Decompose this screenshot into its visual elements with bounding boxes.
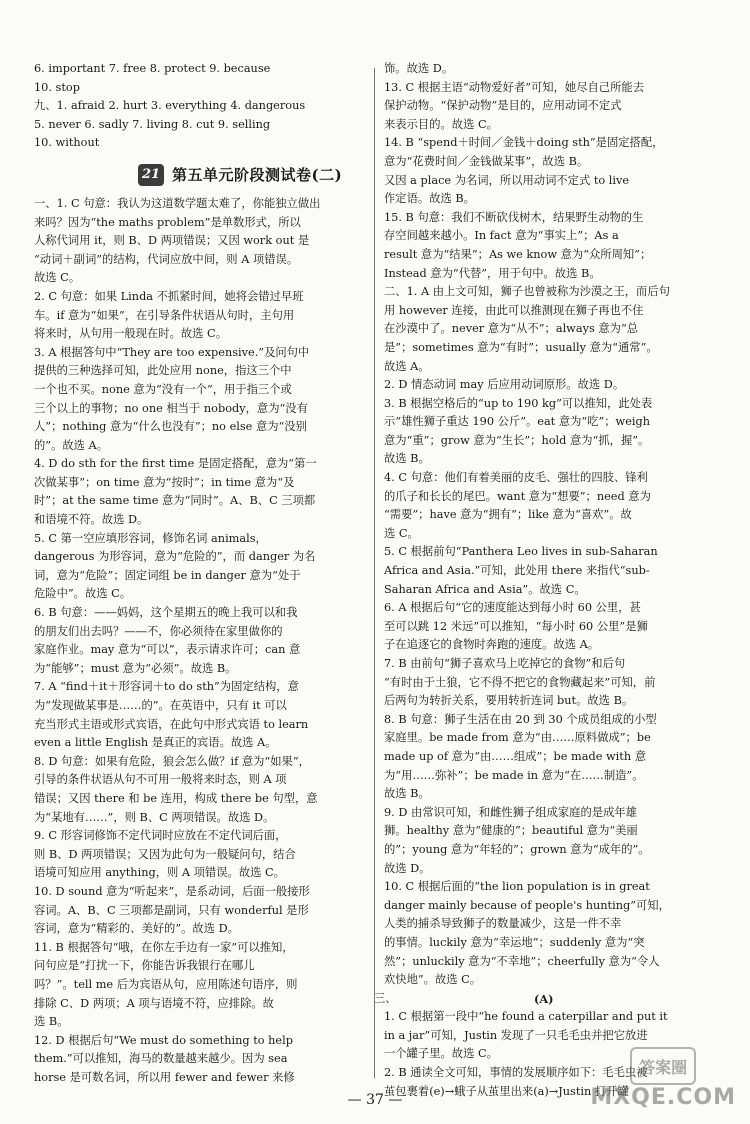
text-line: 1. C 根据第一段中“he found a caterpillar and put it	[384, 1010, 668, 1024]
right-column	[374, 60, 724, 1101]
text-line: 作定语。故选 B。	[384, 192, 475, 206]
watermark-logo-icon: 答案圈	[630, 1047, 696, 1085]
text-line: 来吗？因为“the maths problem”是单数形式，所以	[34, 215, 301, 229]
text-line: 的爪子和长长的尾巴。want 意为“想要”；need 意为	[384, 489, 651, 503]
text-line: 狮。healthy 意为“健康的”；beautiful 意为“美丽	[384, 824, 638, 838]
text-line: 容词，意为“精彩的、美好的”。故选 D。	[34, 922, 239, 936]
left-column	[34, 60, 369, 1087]
text-line: made up of 意为“由……组成”；be made with 意	[384, 749, 647, 763]
text-line: 三个以上的事物；no one 相当于 nobody，意为“没有	[34, 401, 308, 415]
text-line: 人”；nothing 意为“什么也没有”；no else 意为“没别	[34, 420, 307, 434]
text-line: 8. D 句意：如果有危险，狼会怎么做？if 意为“如果”，	[34, 754, 310, 768]
text-line: 用 however 连接，由此可以推测现在狮子再也不住	[384, 303, 644, 317]
text-line: 10. C 根据后面的“the lion population is in great	[384, 880, 650, 894]
text-line: 问句应是“打扰一下，你能告诉我银行在哪儿	[34, 959, 255, 973]
text-line: 一、1. C 句意：我认为这道数学题太难了，你能独立做出	[34, 196, 321, 210]
text-line: 家庭里。be made from 意为“由……原料做成”；be	[384, 731, 651, 745]
text-line: 10. without	[34, 136, 100, 150]
text-line: 为“能够”；must 意为“必须”。故选 B。	[34, 661, 237, 675]
text-line: 提供的三种选择可知，此处应用 none，指这三个中	[34, 364, 292, 378]
text-line: 15. B 句意：我们不断砍伐树木，结果野生动物的生	[384, 210, 644, 224]
text-line: danger mainly because of people's hunting”可知，	[384, 898, 670, 912]
text-line: 故选 D。	[384, 861, 431, 875]
text-line: horse 是可数名词，所以用 fewer and fewer 来修	[34, 1070, 295, 1084]
text-line: 子在追逐它的食物时奔跑的速度。故选 A。	[384, 638, 600, 652]
section-heading	[138, 161, 369, 189]
text-line: 的事情。luckily 意为“幸运地”；suddenly 意为“突	[384, 935, 645, 949]
text-line: 3. B 根据空格后的“up to 190 kg”可以推知，此处表	[384, 396, 653, 410]
part3-label: 三、	[374, 991, 397, 1005]
text-line: 的”。故选 A。	[34, 438, 109, 452]
text-line: 茧包裹着(e)→蛾子从茧里出来(a)→Justin 打开罐	[384, 1084, 629, 1098]
text-line: 7. B 由前句“狮子喜欢马上吃掉它的食物”和后句	[384, 657, 626, 670]
text-line: Instead 意为“代替”，用于句中。故选 B。	[384, 266, 601, 280]
text-line: “需要”；have 意为“拥有”；like 意为“喜欢”。故	[384, 508, 632, 522]
text-line: Saharan Africa and Asia”。故选 C。	[384, 582, 586, 596]
text-line: 又因 a place 为名词，所以用动词不定式 to live	[384, 173, 630, 187]
text-line: 二、1. A 由上文可知，狮子也曾被称为沙漠之王，而后句	[384, 285, 670, 299]
text-line: in a jar”可知，Justin 发现了一只毛毛虫并把它放进	[384, 1028, 648, 1042]
column-divider	[374, 68, 375, 1078]
text-line: 一个罐子里。故选 C。	[384, 1047, 498, 1061]
text-line: 人称代词用 it，则 B、D 两项错误；又因 work out 是	[34, 234, 310, 248]
watermark-site-text: MXQE.COM	[590, 1085, 736, 1110]
text-line: 12. D 根据后句“We must do something to help	[34, 1033, 293, 1047]
left-top-answers	[34, 60, 369, 153]
text-line: 5. C 第一空应填形容词，修饰名词 animals，	[34, 531, 267, 545]
text-line: 吗？”。tell me 后为宾语从句，应用陈述句语序，则	[34, 977, 298, 991]
text-line: 车。if 意为“如果”，在引导条件状语从句时，主句用	[34, 308, 295, 322]
text-line: 容词。A、B、C 三项都是副词，只有 wonderful 是形	[34, 903, 309, 917]
text-line: 意为“花费时间／金钱做某事”，故选 B。	[384, 154, 589, 168]
text-line: 10. D sound 意为“听起来”，是系动词，后面一般接形	[34, 884, 310, 898]
text-line: 选 C。	[384, 526, 419, 540]
text-line: 9. D 由常识可知，和雌性狮子组成家庭的是成年雄	[384, 805, 637, 819]
text-line: 排除 C、D 两项；A 项与语境不符，应排除。故	[34, 996, 274, 1010]
text-line: 引导的条件状语从句不可用一般将来时态，则 A 项	[34, 773, 287, 787]
text-line: 在沙漠中了。never 意为“从不”；always 意为“总	[384, 322, 639, 336]
text-line: 8. B 句意：狮子生活在由 20 到 30 个成员组成的小型	[384, 712, 657, 726]
text-line: 4. D do sth for the first time 是固定搭配，意为“第一	[34, 457, 317, 471]
site-watermark	[590, 1047, 736, 1110]
text-line: 故选 B。	[384, 787, 430, 801]
text-line: 则 B、D 两项错误；又因为此句为一般疑问句，结合	[34, 847, 296, 861]
text-line: even a little English 是真正的宾语。故选 A。	[34, 736, 277, 750]
text-line: 九、1. afraid 2. hurt 3. everything 4. dangerous	[34, 99, 306, 113]
text-line: 2. C 句意：如果 Linda 不抓紧时间，她将会错过早班	[34, 289, 304, 303]
text-line: 5. never 6. sadly 7. living 8. cut 9. selling	[34, 117, 271, 131]
text-line: 错误；又因 there 和 be 连用，构成 there be 句型，意	[34, 791, 318, 805]
text-line: 10. stop	[34, 80, 80, 94]
text-line: 意为“重”；grow 意为“生长”；hold 意为“抓，握”。	[384, 433, 650, 447]
text-line: 选 B。	[34, 1015, 69, 1029]
text-line: 和语境不符。故选 D。	[34, 513, 149, 527]
section-title: 第五单元阶段测试卷(二)	[172, 165, 343, 184]
text-line: 来表示目的。故选 C。	[384, 117, 498, 131]
text-line: 一个也不买。none 意为“没有一个”，用于指三个或	[34, 382, 292, 396]
text-line: 5. C 根据前句“Panthera Leo lives in sub-Saharan	[384, 545, 658, 559]
text-line: 2. D 情态动词 may 后应用动词原形。故选 D。	[384, 378, 625, 392]
text-line: 为“某地有……”，则 B、C 两项错误。故选 D。	[34, 810, 275, 824]
text-line: 示“雄性狮子重达 190 公斤”。eat 意为“吃”；weigh	[384, 415, 651, 429]
text-line: 将来时，从句用一般现在时。故选 C。	[34, 327, 227, 341]
text-line: 的”；young 意为“年轻的”；grown 意为“成年的”。	[384, 842, 650, 856]
text-line: dangerous 为形容词，意为“危险的”，而 danger 为名	[34, 550, 316, 564]
text-line: 为“用……弥补”；be made in 意为“在……制造”。	[384, 768, 644, 782]
part3-sub-label: (A)	[534, 991, 554, 1006]
text-line: 时”；at the same time 意为“同时”。A、B、C 三项都	[34, 494, 316, 508]
text-line: 语境可知应用 anything，则 A 项错误。故选 C。	[34, 866, 285, 880]
text-line: 至可以跳 12 米远”可以推知，“每小时 60 公里”是狮	[384, 619, 648, 633]
text-line: Africa and Asia.”可知，此处用 there 来指代“sub-	[384, 564, 650, 578]
text-line: 词，意为“危险”；固定词组 be in danger 意为“处于	[34, 568, 301, 582]
text-line: 7. A “find＋it＋形容词＋to do sth”为固定结构，意	[34, 680, 299, 694]
text-line: 后两句为转折关系，要用转折连词 but。故选 B。	[384, 694, 634, 708]
text-line: 3. A 根据答句中“They are too expensive.”及问句中	[34, 345, 310, 359]
text-line: 然”；unluckily 意为“不幸地”；cheerfully 意为“令人	[384, 954, 660, 968]
text-line: 充当形式主语或形式宾语，在此句中形式宾语 to learn	[34, 717, 309, 731]
text-line: 14. B “spend＋时间／金钱＋doing sth”是固定搭配，	[384, 136, 664, 150]
text-line: 欢快地”。故选 C。	[384, 973, 482, 987]
left-answer-explanations	[34, 195, 369, 1088]
text-line: 为“发现做某事是……的”。在英语中，只有 it 可以	[34, 699, 287, 712]
text-line: 2. B 通读全文可知，事情的发展顺序如下：毛毛虫被	[384, 1066, 648, 1080]
text-line: 13. C 根据主语“动物爱好者”可知，她尽自己所能去	[384, 80, 644, 94]
text-line: 6. B 句意：——妈妈，这个星期五的晚上我可以和我	[34, 606, 298, 620]
text-line: them.”可以推知，海马的数量越来越少。因为 sea	[34, 1052, 288, 1066]
right-answer-explanations	[384, 60, 724, 990]
text-line: “动词＋副词”的结构，代词应放中间，则 A 项错误。	[34, 252, 299, 266]
text-line: result 意为“结果”；As we know 意为“众所周知”；	[384, 247, 652, 261]
text-line: 6. important 7. free 8. protect 9. because	[34, 62, 271, 75]
page-number: — 37 —	[347, 1092, 403, 1108]
text-line: 是”；sometimes 意为“有时”；usually 意为“通常”。	[384, 340, 658, 354]
text-line: 危险中”。故选 C。	[34, 587, 132, 601]
text-line: 故选 A。	[384, 359, 430, 373]
section-number-badge: 21	[138, 164, 164, 186]
text-line: 存空间越来越小。In fact 意为“事实上”；As a	[384, 229, 619, 243]
text-line: 11. B 根据答句“哦，在你左手边有一家”可以推知，	[34, 940, 294, 954]
text-line: “有时由于土狼，它不得不把它的食物藏起来”可知，前	[384, 675, 656, 689]
part3-heading-row	[374, 990, 724, 1009]
text-line: 人类的捕杀导致狮子的数量减少，这是一件不幸	[384, 917, 622, 931]
text-line: 故选 B。	[384, 452, 430, 466]
text-line: 故选 C。	[34, 271, 81, 285]
text-line: 的朋友们出去吗？——不，你必须待在家里做你的	[34, 624, 283, 638]
text-line: 保护动物。“保护动物”是目的，应用动词不定式	[384, 99, 622, 113]
text-line: 4. C 句意：他们有着美丽的皮毛、强壮的四肢、锋利	[384, 471, 648, 485]
text-line: 饰。故选 D。	[384, 62, 454, 75]
text-line: 9. C 形容词修饰不定代词时应放在不定代词后面，	[34, 829, 287, 843]
text-line: 6. A 根据后句“它的速度能达到每小时 60 公里，甚	[384, 601, 641, 615]
text-line: 家庭作业。may 意为“可以”，表示请求许可；can 意	[34, 643, 301, 657]
text-line: 次做某事”；on time 意为“按时”；in time 意为“及	[34, 475, 295, 489]
